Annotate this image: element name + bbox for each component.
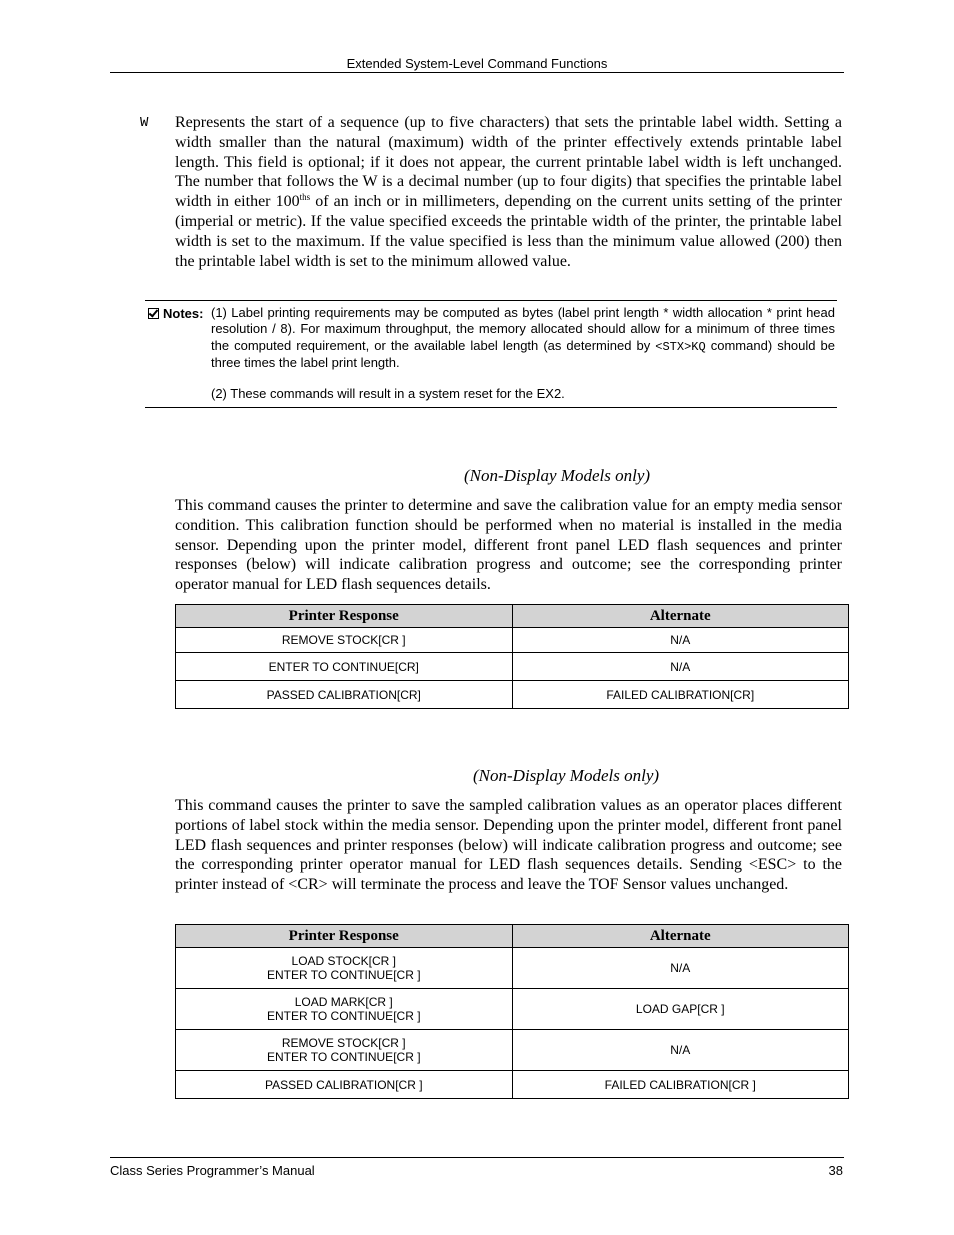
- column-header-alternate: Alternate: [512, 925, 849, 948]
- alternate-cell: FAILED CALIBRATION[CR ]: [512, 1071, 849, 1099]
- table-row: [176, 1071, 849, 1099]
- page-header-title: Extended System-Level Command Functions: [346, 56, 608, 71]
- alternate-cell: N/A: [512, 628, 849, 653]
- table-header-row: [176, 925, 849, 948]
- printer-response-cell: PASSED CALIBRATION[CR ]: [176, 1071, 513, 1099]
- table-row: [176, 948, 849, 989]
- column-header-printer-response: Printer Response: [176, 605, 513, 628]
- note-1-text-b: command) should be three times the label print length.: [211, 337, 836, 371]
- checkbox-checked-icon: [148, 308, 159, 319]
- note-2: (2) These commands will result in a system reset for the EX2.: [211, 386, 565, 401]
- response-line: ENTER TO CONTINUE[CR ]: [266, 1009, 421, 1023]
- column-header-printer-response: Printer Response: [176, 925, 513, 948]
- column-header-alternate: Alternate: [512, 605, 849, 628]
- printer-response-cell: [176, 1030, 513, 1071]
- section-1-paragraph: This command causes the printer to determine and save the calibration value for an empty media sensor condition. This calibration function should be performed when no material is installed in the media sensor. Depending upon the printer model, different front panel LED flash sequences and printer responses (below) will indicate calibration progress and outcome; see the corresponding printer operator manual for LED flash sequences details.: [175, 497, 842, 594]
- table-row: [176, 1030, 849, 1071]
- note-1-command-code: <STX>KQ: [655, 339, 706, 354]
- response-line: LOAD STOCK[CR ]: [291, 954, 396, 968]
- response-line: LOAD MARK[CR ]: [294, 995, 393, 1009]
- footer-rule: [110, 1157, 844, 1158]
- footer-manual-title: Class Series Programmer’s Manual: [110, 1163, 315, 1178]
- note-1: [211, 305, 835, 372]
- page-number: 38: [828, 1163, 843, 1178]
- table-row: [176, 681, 849, 709]
- table-row: [176, 653, 849, 681]
- ordinal-superscript: ths: [299, 192, 311, 203]
- width-text-part-1: Represents the start of a sequence (up to five characters) that sets the printable label width. Setting a width smaller than the natural (maximum) width of the printer effectively extends printable label length. This field is optional; if it does not appear, the current printable label width is left unchanged. The number that follows the W is a decimal number (up to four digits) that specifies the printable label width in either 100: [175, 114, 842, 211]
- notes-label: Notes:: [163, 306, 204, 321]
- notes-heading: [148, 306, 203, 321]
- header-rule: [110, 72, 844, 73]
- width-text-part-2: of an inch or in millimeters, depending on the current units setting of the printer (imperial or metric). If the value specified exceeds the printable width of the printer, the printable label width is set to the maximum. If the value specified is less than the minimum value allowed (200) then the printable label width is set to the minimum allowed value.: [175, 193, 842, 270]
- alternate-cell: FAILED CALIBRATION[CR]: [512, 681, 849, 709]
- printer-response-cell: REMOVE STOCK[CR ]: [176, 628, 513, 653]
- table-header-row: [176, 605, 849, 628]
- printer-response-cell: PASSED CALIBRATION[CR]: [176, 681, 513, 709]
- response-line: ENTER TO CONTINUE[CR ]: [266, 1050, 421, 1064]
- alternate-cell: N/A: [512, 1030, 849, 1071]
- alternate-cell: N/A: [512, 948, 849, 989]
- response-line: REMOVE STOCK[CR ]: [281, 1036, 406, 1050]
- printer-response-cell: [176, 989, 513, 1030]
- section-1-subheading: (Non-Display Models only): [464, 466, 651, 485]
- printer-response-cell: [176, 948, 513, 989]
- section-2-paragraph: This command causes the printer to save the sampled calibration values as an operator places different portions of label stock within the media sensor. Depending upon the printer model, different front panel LED flash sequences and printer responses (below) will indicate calibration progress and outcome; see the corresponding printer operator manual for LED flash sequences details. Sending <ESC> to the printer instead of <CR> will terminate the process and leave the TOF Sensor values unchanged.: [175, 797, 842, 894]
- section-2-subheading: (Non-Display Models only): [473, 766, 660, 785]
- notes-box: [145, 300, 837, 408]
- printer-response-cell: ENTER TO CONTINUE[CR]: [176, 653, 513, 681]
- parameter-marker: W: [140, 115, 149, 131]
- alternate-cell: LOAD GAP[CR ]: [512, 989, 849, 1030]
- note-1-text-a: (1) Label printing requirements may be computed as bytes (label print length * width allocation * print head resolution / 8). For maximum throughput, the memory allocated should allow for a minimum of three times the computed requirement, or the available label length (as determined by: [211, 305, 835, 353]
- response-line: ENTER TO CONTINUE[CR ]: [266, 968, 421, 982]
- table-row: [176, 628, 849, 653]
- table-row: [176, 989, 849, 1030]
- printer-response-table-2: [175, 924, 849, 1099]
- alternate-cell: N/A: [512, 653, 849, 681]
- width-parameter-description: [175, 113, 842, 271]
- printer-response-table-1: [175, 604, 849, 709]
